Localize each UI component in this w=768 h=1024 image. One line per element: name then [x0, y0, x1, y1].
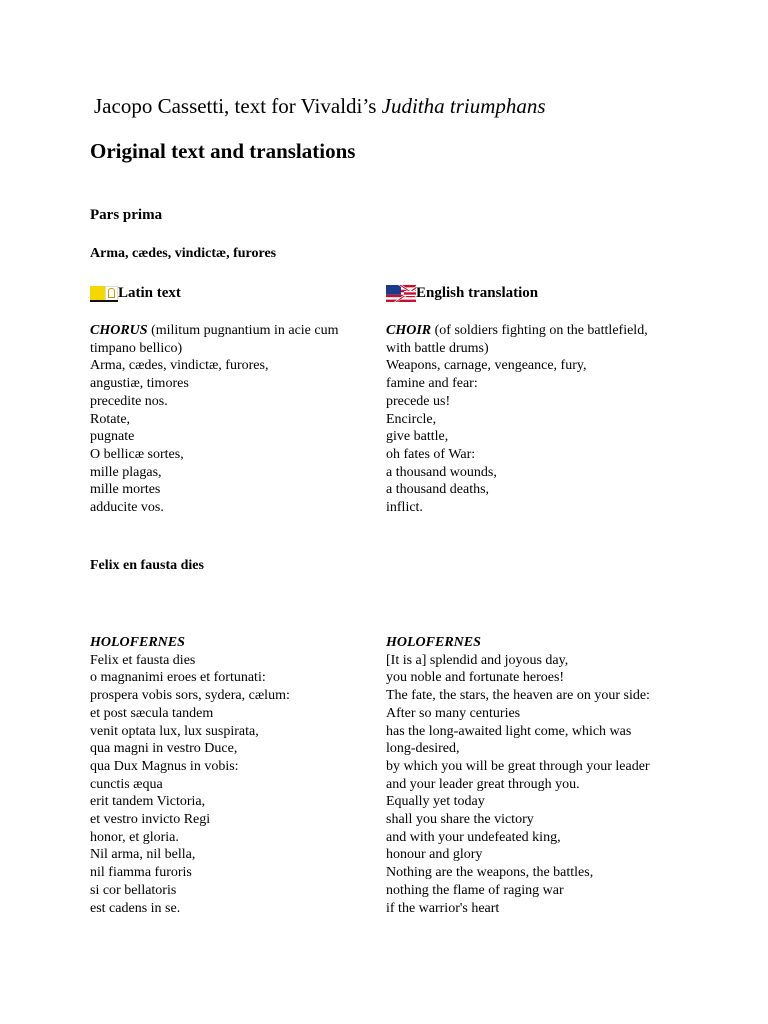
document-subtitle: Original text and translations	[90, 139, 356, 163]
verse-line: adducite vos.	[90, 500, 164, 516]
section-heading-felix: Felix en fausta dies	[90, 558, 204, 573]
latin-holofernes-block	[90, 634, 390, 917]
title-work: Juditha triumphans	[381, 94, 546, 118]
verse-line: et post sæcula tandem	[90, 705, 214, 721]
verse-line: venit optata lux, lux suspirata,	[90, 723, 259, 739]
english-choir-block	[386, 322, 686, 517]
speaker-label: CHORUS	[90, 323, 148, 338]
verse-line: et vestro invicto Regi	[90, 812, 211, 828]
verse-line: and with your undefeated king,	[386, 829, 561, 845]
verse-line: si cor bellatoris	[90, 882, 177, 898]
verse-line: mille mortes	[90, 482, 161, 498]
verse-line: a thousand deaths,	[386, 482, 490, 498]
stage-direction: (militum pugnantium in acie cum	[147, 323, 339, 338]
verse-line: with battle drums)	[386, 340, 489, 356]
verse-line: and your leader great through you.	[386, 776, 580, 792]
verse-line: give battle,	[386, 429, 449, 445]
verse-line: has the long-awaited light come, which was	[386, 723, 632, 739]
verse-line: oh fates of War:	[386, 446, 476, 462]
verse-line: honor, et gloria.	[90, 829, 179, 845]
latin-column-heading	[90, 285, 181, 302]
speaker-label: HOLOFERNES	[386, 635, 481, 650]
verse-line: Nothing are the weapons, the battles,	[386, 865, 594, 881]
verse-line: long-desired,	[386, 741, 460, 757]
verse-line: by which you will be great through your leader	[386, 758, 650, 774]
verse-line: angustiæ, timores	[90, 376, 189, 392]
part-heading: Pars prima	[90, 207, 163, 223]
verse-line: timpano bellico)	[90, 340, 183, 356]
verse-line: Weapons, carnage, vengeance, fury,	[386, 358, 587, 374]
verse-line: est cadens in se.	[90, 900, 181, 916]
document-title	[94, 94, 546, 119]
latin-chorus-block	[90, 322, 390, 517]
speaker-label: HOLOFERNES	[90, 635, 185, 650]
latin-chorus-first-line	[90, 322, 390, 340]
verse-line: O bellicæ sortes,	[90, 446, 184, 462]
verse-line: erit tandem Victoria,	[90, 794, 206, 810]
english-heading-label: English translation	[416, 285, 539, 301]
verse-line: famine and fear:	[386, 376, 478, 392]
verse-line: After so many centuries	[386, 705, 521, 721]
verse-line: precede us!	[386, 393, 451, 409]
verse-line: a thousand wounds,	[386, 464, 497, 480]
verse-line: mille plagas,	[90, 464, 162, 480]
title-prefix: Jacopo Cassetti, text for Vivaldi’s	[94, 94, 382, 118]
verse-line: prospera vobis sors, sydera, cælum:	[90, 688, 290, 704]
verse-line: [It is a] splendid and joyous day,	[386, 652, 569, 668]
english-holofernes-block	[386, 634, 716, 917]
verse-line: pugnate	[90, 429, 135, 445]
verse-line: shall you share the victory	[386, 812, 534, 828]
uk-us-flag-icon	[386, 285, 416, 302]
verse-line: nothing the flame of raging war	[386, 882, 564, 898]
stage-direction: (of soldiers fighting on the battlefield,	[431, 323, 648, 338]
verse-line: honour and glory	[386, 847, 483, 863]
english-column-heading	[386, 285, 538, 302]
verse-line: if the warrior's heart	[386, 900, 500, 916]
verse-line: cunctis æqua	[90, 776, 163, 792]
verse-line: precedite nos.	[90, 393, 168, 409]
verse-line: qua Dux Magnus in vobis:	[90, 758, 239, 774]
verse-line: Felix et fausta dies	[90, 652, 196, 668]
verse-line: inflict.	[386, 500, 423, 516]
verse-line: nil fiamma furoris	[90, 865, 192, 881]
verse-line: Encircle,	[386, 411, 437, 427]
english-choir-first-line	[386, 322, 686, 340]
latin-heading-label: Latin text	[118, 285, 181, 301]
verse-line: Equally yet today	[386, 794, 485, 810]
vatican-flag-icon	[90, 286, 118, 302]
verse-line: Arma, cædes, vindictæ, furores,	[90, 358, 269, 374]
speaker-label: CHOIR	[386, 323, 432, 338]
verse-line: The fate, the stars, the heaven are on your side:	[386, 688, 650, 704]
verse-line: Nil arma, nil bella,	[90, 847, 196, 863]
section-heading-arma: Arma, cædes, vindictæ, furores	[90, 246, 277, 261]
verse-line: Rotate,	[90, 411, 131, 427]
verse-line: o magnanimi eroes et fortunati:	[90, 670, 266, 686]
verse-line: qua magni in vestro Duce,	[90, 741, 238, 757]
verse-line: you noble and fortunate heroes!	[386, 670, 565, 686]
